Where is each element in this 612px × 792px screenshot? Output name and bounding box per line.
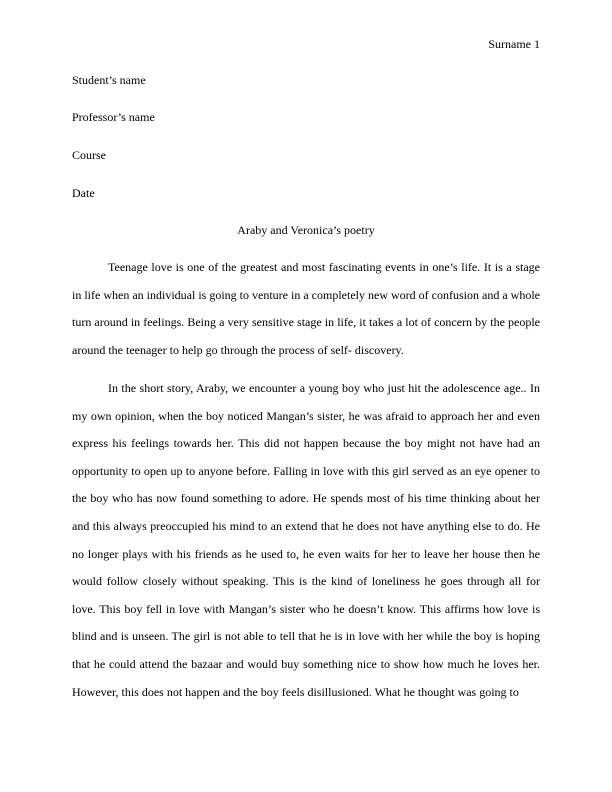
date-line: Date (72, 186, 95, 200)
student-name: Student’s name (72, 73, 146, 87)
essay-title: Araby and Veronica’s poetry (237, 223, 375, 237)
professor-name: Professor’s name (72, 110, 155, 124)
paragraph-1: Teenage love is one of the greatest and most fascinating events in one’s life. It is a stage in life when an individual is going to venture in a completely new word of confusion and a whole turn around in feelings. Being a very sensitive stage in life, it takes a lot of concern by the people around the teenager to help go through the process of self- discovery. (72, 260, 540, 357)
running-head: Surname 1 (488, 37, 540, 51)
paragraph-2: In the short story, Araby, we encounter a young boy who just hit the adolescence age.. In my own opinion, when the boy noticed Mangan’s sister, he was afraid to approach her and even express his feelings towards her. This did not happen because the boy might not have had an opportunity to open up to anyone before. Falling in love with this girl served as an eye opener to the boy who has now found something to adore. He spends most of his time thinking about her and this always preoccupied his mind to an extend that he does not have anything else to do. He no longer plays with his friends as he used to, he even waits for her to leave her house then he would follow closely without speaking. This is the kind of loneliness he goes through all for love. This boy fell in love with Mangan’s sister who he doesn’t know. This affirms how love is blind and is unseen. The girl is not able to tell that he is in love with her while the boy is hoping that he could attend the bazaar and would buy something nice to show how much he loves her. However, this does not happen and the boy feels disillusioned. What he thought was going to (72, 381, 540, 699)
course-name: Course (72, 148, 106, 162)
